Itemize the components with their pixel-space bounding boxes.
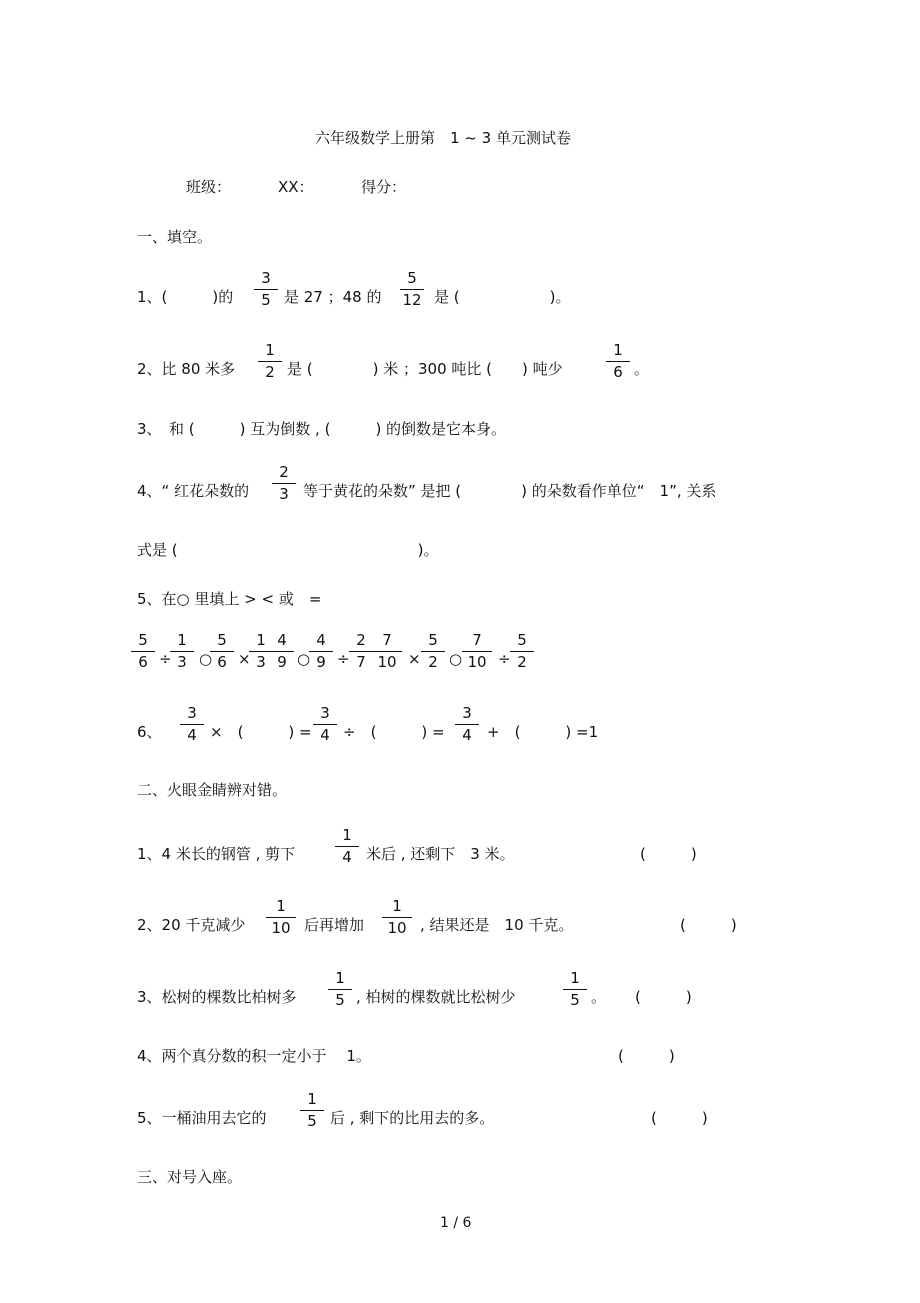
fraction-q4a: 2 3: [272, 464, 296, 504]
fraction-r4: 1 3: [249, 632, 273, 672]
fraction-r3: 5 6: [210, 632, 234, 672]
fraction-s1: 1 4: [335, 827, 359, 867]
q5-op-7: ○: [449, 650, 463, 668]
s2-q5-text-b: 后 , 剩下的比用去的多。: [330, 1109, 495, 1127]
q2-text-c: 。: [634, 360, 650, 378]
fraction-r6: 4 9: [309, 632, 333, 672]
fraction-q2a: 1 2: [258, 342, 282, 382]
fraction-q6a: 3 4: [180, 705, 204, 745]
s2-q1-answer: ( ): [640, 845, 697, 863]
q5-op-2: ○: [199, 650, 213, 668]
q5-op-8: ÷: [498, 650, 511, 668]
fraction-r1: 5 6: [131, 632, 155, 672]
fraction-q6b: 3 4: [313, 705, 337, 745]
fraction-r5: 4 9: [270, 632, 294, 672]
name-label: XX：: [278, 178, 314, 196]
q5-text: 5、在○ 里填上 > < 或 =: [137, 590, 322, 608]
q6-text-a: 6、: [137, 723, 162, 741]
q5-op-6: ×: [408, 650, 421, 668]
q6-text-d: + ( ) =1: [487, 723, 599, 741]
fraction-r7: 2 7: [349, 632, 373, 672]
class-label: 班级：: [186, 178, 232, 196]
fraction-q1b: 5 12: [400, 270, 424, 310]
page-title: 六年级数学上册第 1 ~ 3 单元测试卷: [315, 129, 571, 147]
fraction-s2a: 1 10: [266, 898, 296, 938]
fraction-s3a: 1 5: [328, 970, 352, 1010]
s2-q2-text-a: 2、20 千克减少: [137, 916, 246, 934]
s2-q3-text-a: 3、松树的棵数比柏树多: [137, 988, 297, 1006]
q1-text-a: 1、( )的: [137, 288, 234, 306]
section-3-heading: 三、对号入座。: [137, 1168, 243, 1186]
section-2-heading: 二、火眼金睛辨对错。: [137, 781, 288, 799]
q4-text-c: 式是 ( )。: [137, 541, 439, 559]
fraction-r8: 7 10: [372, 632, 402, 672]
s2-q5-answer: ( ): [651, 1109, 708, 1127]
q2-text-a: 2、比 80 米多: [137, 360, 236, 378]
fraction-r11: 5 2: [510, 632, 534, 672]
s2-q2-text-c: , 结果还是 10 千克。: [420, 916, 574, 934]
fraction-q6c: 3 4: [455, 705, 479, 745]
q6-text-c: ÷ ( ) =: [343, 723, 445, 741]
q5-op-5: ÷: [337, 650, 350, 668]
fraction-r2: 1 3: [170, 632, 194, 672]
s2-q1-text-a: 1、4 米长的钢管 , 剪下: [137, 845, 296, 863]
fraction-s5: 1 5: [300, 1091, 324, 1131]
q3-text: 3、 和 ( ) 互为倒数 , ( ) 的倒数是它本身。: [137, 420, 507, 438]
s2-q3-text-b: , 柏树的棵数就比松树少: [356, 988, 516, 1006]
q6-text-b: × ( ) =: [210, 723, 312, 741]
q1-text-c: 是 ( )。: [434, 288, 571, 306]
s2-q4-text: 4、两个真分数的积一定小于 1。: [137, 1047, 371, 1065]
s2-q5-text-a: 5、一桶油用去它的: [137, 1109, 267, 1127]
q5-op-4: ○: [297, 650, 311, 668]
s2-q1-text-b: 米后 , 还剩下 3 米。: [366, 845, 515, 863]
q5-op-3: ×: [238, 650, 251, 668]
s2-q3-text-c: 。: [591, 988, 607, 1006]
fraction-r9: 5 2: [421, 632, 445, 672]
page-number: 1 / 6: [440, 1215, 472, 1231]
q2-text-b: 是 ( ) 米 ；300 吨比 ( ) 吨少: [287, 360, 563, 378]
fraction-s2b: 1 10: [382, 898, 412, 938]
section-1-heading: 一、填空。: [137, 228, 213, 246]
score-label: 得分：: [361, 178, 407, 196]
s2-q4-answer: ( ): [618, 1047, 675, 1065]
q4-text-b: 等于黄花的朵数” 是把 ( ) 的朵数看作单位“ 1”, 关系: [303, 482, 717, 500]
q4-text-a: 4、“ 红花朵数的: [137, 482, 250, 500]
fraction-s3b: 1 5: [563, 970, 587, 1010]
s2-q2-answer: ( ): [680, 916, 737, 934]
q5-op-1: ÷: [159, 650, 172, 668]
fraction-q2b: 1 6: [606, 342, 630, 382]
s2-q3-answer: ( ): [635, 988, 692, 1006]
q1-text-b: 是 27 ；48 的: [284, 288, 382, 306]
fraction-q1a: 3 5: [254, 270, 278, 310]
s2-q2-text-b: 后再增加: [304, 916, 365, 934]
fraction-r10: 7 10: [462, 632, 492, 672]
